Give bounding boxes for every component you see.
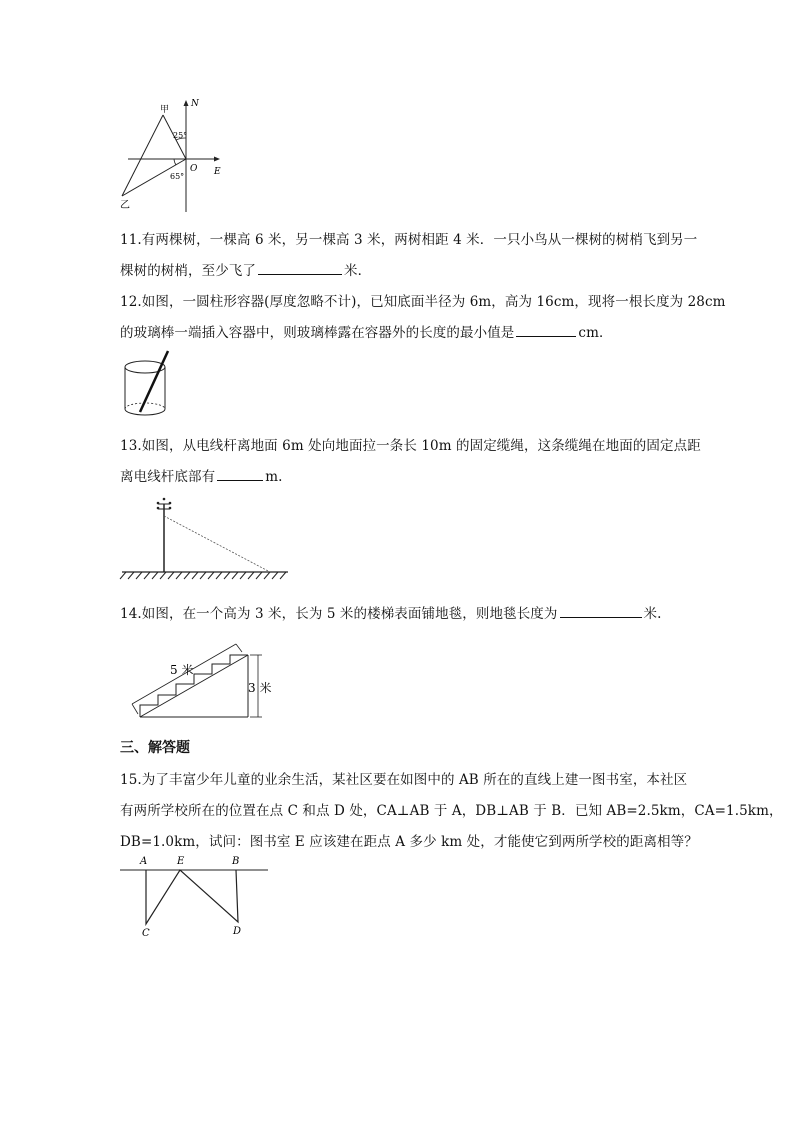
q11-line2	[120, 259, 371, 279]
q14-answer-blank[interactable]	[560, 603, 642, 618]
ground-hatch-mark	[128, 572, 134, 579]
stairs-figure	[118, 632, 278, 724]
label-b: B	[232, 856, 240, 867]
ground-hatch-mark	[184, 572, 190, 579]
ground-hatch-mark	[176, 572, 182, 579]
q15-line3: DB=1.0km，试问：图书室 E 应该建在距点 A 多少 km 处，才能使它到两所学校的距离相等？	[120, 834, 698, 850]
q11-line1: 11.有两棵树，一棵高 6 米，另一棵高 3 米，两树相距 4 米．一只小鸟从一棵树的树梢飞到另一	[120, 232, 698, 248]
q14-text-a: 14.如图，在一个高为 3 米，长为 5 米的楼梯表面铺地毯，则地毯长度为	[120, 606, 558, 622]
ground-hatch-mark	[208, 572, 214, 579]
ground-hatch-mark	[192, 572, 198, 579]
ground-hatch-mark	[120, 572, 126, 579]
label-yi: 乙	[120, 200, 130, 211]
q12-text-a: 的玻璃棒一端插入容器中，则玻璃棒露在容器外的长度的最小值是	[120, 325, 515, 341]
ground-hatch-mark	[216, 572, 222, 579]
q15-line1: 15.为了丰富少年儿童的业余生活，某社区要在如图中的 AB 所在的直线上建一图书室，本社区	[120, 772, 688, 788]
ground-hatch-mark	[248, 572, 254, 579]
angle-25: 25°	[173, 131, 188, 140]
ground-hatch-mark	[200, 572, 206, 579]
compass-figure	[118, 98, 230, 214]
q14-line	[120, 602, 662, 622]
ground-hatch-mark	[152, 572, 158, 579]
ground-hatch-mark	[232, 572, 238, 579]
angle-65: 65°	[170, 172, 185, 181]
ground-hatch-mark	[136, 572, 142, 579]
q13-text-a: 离电线杆底部有	[120, 469, 216, 485]
label-o: O	[190, 164, 198, 174]
q11-answer-blank[interactable]	[258, 260, 342, 275]
ground-hatch-mark	[240, 572, 246, 579]
q12-line2	[120, 321, 613, 341]
label-height: 3 米	[248, 681, 272, 695]
q13-line1: 13.如图，从电线杆离地面 6m 处向地面拉一条长 10m 的固定缆绳，这条缆绳在地面的固定点距	[120, 438, 701, 454]
label-n: N	[191, 99, 199, 109]
q12-answer-blank[interactable]	[516, 322, 576, 337]
ground-hatch-mark	[256, 572, 262, 579]
q13-answer-blank[interactable]	[217, 466, 263, 481]
label-length: 5 米	[170, 663, 194, 677]
q15-line2: 有两所学校所在的位置在点 C 和点 D 处，CA⊥AB 于 A，DB⊥AB 于 B．已知 AB=2.5km，CA=1.5km，	[120, 803, 783, 819]
ground-hatch-mark	[160, 572, 166, 579]
label-d: D	[233, 926, 242, 937]
q13-text-b: m.	[265, 469, 283, 485]
ground-hatch-mark	[272, 572, 278, 579]
q12-text-b: cm．	[578, 325, 613, 341]
label-e: E	[177, 856, 185, 867]
cylinder-figure	[118, 348, 178, 420]
q14-text-b: 米.	[643, 606, 662, 622]
label-c: C	[142, 928, 150, 939]
ground-hatch-mark	[264, 572, 270, 579]
section-title: 三、解答题	[120, 740, 190, 756]
q13-line2	[120, 465, 283, 485]
q11-text-b: 米．	[344, 263, 372, 279]
ground-hatch-mark	[280, 572, 286, 579]
label-jia: 甲	[160, 105, 170, 115]
ground-hatch-mark	[224, 572, 230, 579]
pole-figure	[118, 494, 290, 580]
ground-hatch-mark	[144, 572, 150, 579]
library-figure	[118, 852, 270, 940]
label-a: A	[140, 856, 148, 867]
q12-line1: 12.如图，一圆柱形容器(厚度忽略不计)，已知底面半径为 6m，高为 16cm，现将一根长度为 28cm	[120, 294, 726, 310]
q11-text-a: 棵树的树梢，至少飞了	[120, 263, 256, 279]
ground-hatch-mark	[168, 572, 174, 579]
label-e: E	[214, 167, 221, 177]
